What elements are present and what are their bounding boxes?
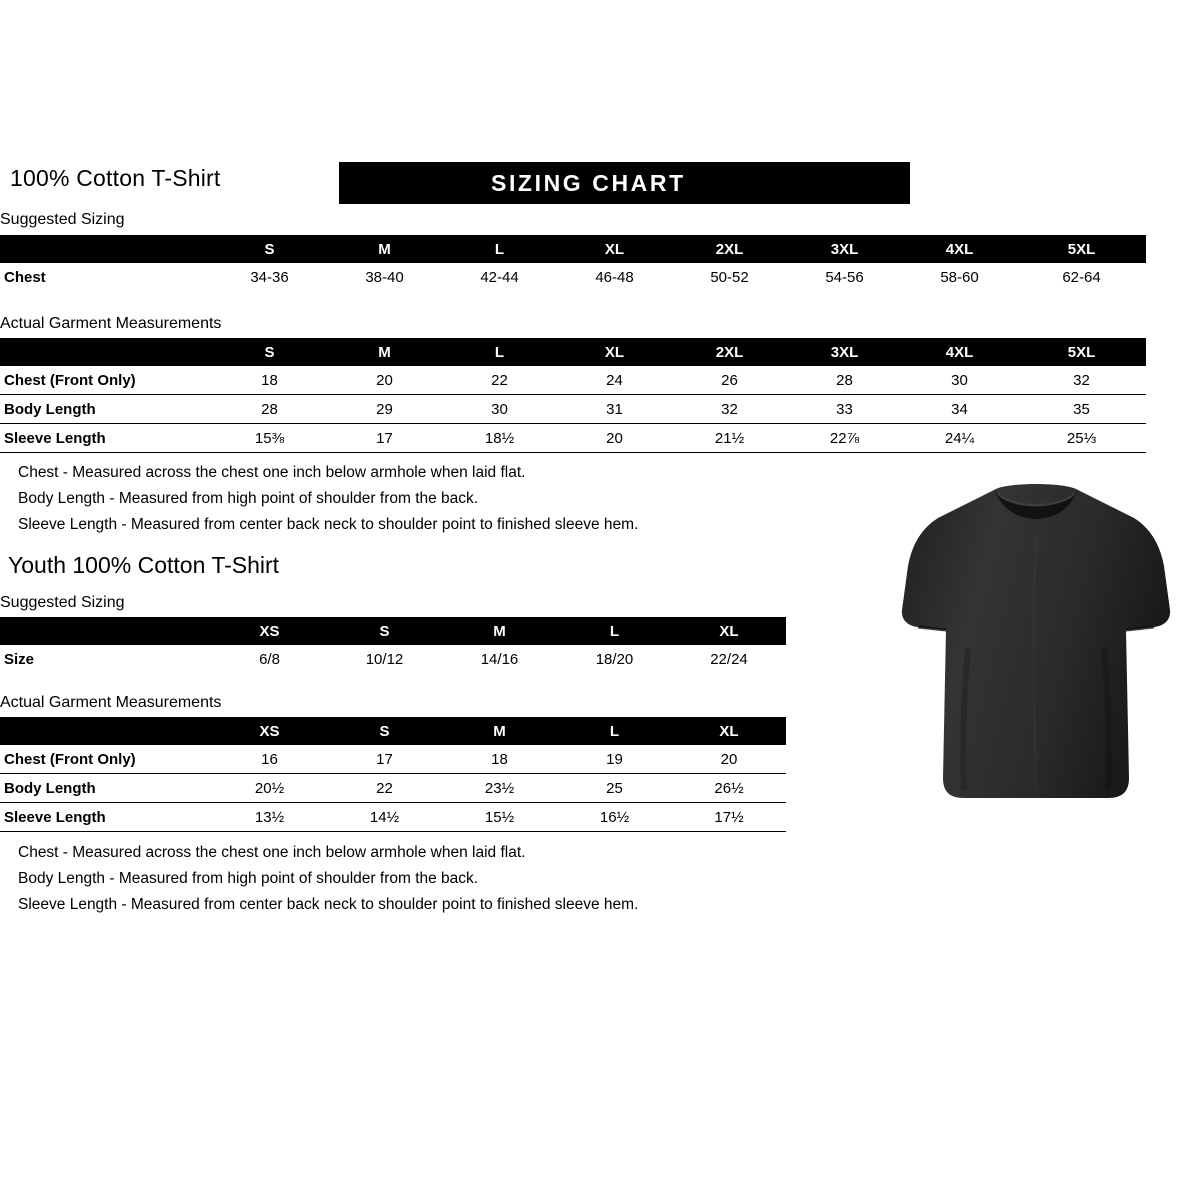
cell: 32 — [672, 395, 787, 424]
cell: 17½ — [672, 803, 786, 832]
table-row — [0, 263, 1146, 291]
cell: 35 — [1017, 395, 1146, 424]
cell: 34 — [902, 395, 1017, 424]
cell: 18 — [212, 366, 327, 395]
col-header: S — [212, 235, 327, 263]
table-row — [0, 803, 786, 832]
col-header — [0, 235, 212, 263]
col-header: S — [212, 338, 327, 366]
col-header: 4XL — [902, 338, 1017, 366]
cell: 58-60 — [940, 268, 979, 286]
table-header-row — [0, 717, 786, 745]
col-header: XS — [212, 717, 327, 745]
col-header: XL — [672, 617, 786, 645]
cell: 26½ — [672, 774, 786, 803]
col-header: 3XL — [787, 338, 902, 366]
cell: 13½ — [212, 803, 327, 832]
cell: 21½ — [672, 424, 787, 453]
cell: 17 — [327, 745, 442, 774]
col-header: L — [557, 717, 672, 745]
row-label: Chest (Front Only) — [0, 745, 212, 774]
col-header — [0, 717, 212, 745]
col-header: M — [442, 717, 557, 745]
col-header: XL — [557, 338, 672, 366]
cell: 30 — [442, 395, 557, 424]
cell: 62-64 — [1062, 268, 1101, 286]
cell: 17 — [327, 424, 442, 453]
cell: 25 — [557, 774, 672, 803]
adult-actual-label: Actual Garment Measurements — [0, 315, 222, 332]
cell: 22 — [442, 366, 557, 395]
cell: 29 — [327, 395, 442, 424]
cell: 33 — [787, 395, 902, 424]
col-header: XL — [672, 717, 786, 745]
col-header: 4XL — [902, 235, 1017, 263]
cell: 30 — [902, 366, 1017, 395]
col-header: XL — [557, 235, 672, 263]
row-label: Size — [4, 650, 35, 668]
table-row — [0, 774, 786, 803]
table-row — [0, 745, 786, 774]
col-header: L — [557, 617, 672, 645]
sizing-chart-banner-label: SIZING CHART — [491, 170, 686, 196]
table-row — [0, 424, 1146, 453]
cell: 28 — [787, 366, 902, 395]
adult-actual-table — [0, 338, 1146, 453]
cell: 14/16 — [480, 650, 519, 668]
cell: 23½ — [442, 774, 557, 803]
col-header: L — [442, 338, 557, 366]
col-header: 5XL — [1017, 338, 1146, 366]
cell: 38-40 — [365, 268, 404, 286]
cell: 18/20 — [595, 650, 634, 668]
col-header: L — [442, 235, 557, 263]
col-header: M — [327, 338, 442, 366]
cell: 22⅞ — [787, 424, 902, 453]
cell: 20 — [327, 366, 442, 395]
table-header-row — [0, 338, 1146, 366]
note-line: Chest - Measured across the chest one inch below armhole when laid flat. — [18, 844, 526, 861]
col-header: M — [442, 617, 557, 645]
youth-actual-table — [0, 717, 786, 832]
row-label: Chest (Front Only) — [0, 366, 212, 395]
cell: 6/8 — [259, 650, 280, 668]
table-row — [0, 395, 1146, 424]
col-header: 2XL — [672, 235, 787, 263]
col-header: 5XL — [1017, 235, 1146, 263]
cell: 18½ — [442, 424, 557, 453]
t-shirt-illustration — [898, 478, 1174, 808]
row-label: Chest — [4, 268, 46, 286]
table-row — [0, 366, 1146, 395]
table-header-row — [0, 235, 1146, 263]
youth-suggested-table — [0, 617, 786, 673]
col-header — [0, 617, 212, 645]
cell: 19 — [557, 745, 672, 774]
cell: 24¼ — [902, 424, 1017, 453]
cell: 42-44 — [480, 268, 519, 286]
cell: 14½ — [327, 803, 442, 832]
note-line: Sleeve Length - Measured from center back neck to shoulder point to finished sleeve hem. — [18, 516, 639, 533]
col-header: S — [327, 717, 442, 745]
row-label: Sleeve Length — [0, 803, 212, 832]
youth-suggested-label: Suggested Sizing — [0, 594, 125, 611]
col-header — [0, 338, 212, 366]
note-line: Chest - Measured across the chest one inch below armhole when laid flat. — [18, 464, 526, 481]
cell: 20 — [672, 745, 786, 774]
col-header: S — [327, 617, 442, 645]
row-label: Body Length — [0, 395, 212, 424]
col-header: M — [327, 235, 442, 263]
cell: 32 — [1017, 366, 1146, 395]
cell: 10/12 — [365, 650, 404, 668]
cell: 20½ — [212, 774, 327, 803]
table-header-row — [0, 617, 786, 645]
adult-suggested-table — [0, 235, 1146, 291]
note-line: Body Length - Measured from high point of shoulder from the back. — [18, 490, 479, 507]
adult-suggested-label: Suggested Sizing — [0, 211, 125, 228]
cell: 25⅓ — [1017, 424, 1146, 453]
col-header: XS — [212, 617, 327, 645]
sizing-chart-banner — [339, 162, 910, 204]
adult-section-title: 100% Cotton T-Shirt — [10, 165, 221, 191]
cell: 15½ — [442, 803, 557, 832]
cell: 46-48 — [595, 268, 634, 286]
cell: 22/24 — [710, 650, 748, 668]
youth-notes — [18, 840, 638, 918]
cell: 18 — [442, 745, 557, 774]
cell: 22 — [327, 774, 442, 803]
adult-notes — [18, 460, 638, 538]
youth-actual-label: Actual Garment Measurements — [0, 694, 222, 711]
cell: 50-52 — [710, 268, 749, 286]
col-header: 2XL — [672, 338, 787, 366]
col-header: 3XL — [787, 235, 902, 263]
youth-section-title: Youth 100% Cotton T-Shirt — [8, 552, 280, 578]
cell: 54-56 — [825, 268, 864, 286]
table-row — [0, 645, 786, 673]
row-label: Body Length — [0, 774, 212, 803]
cell: 16 — [212, 745, 327, 774]
cell: 20 — [557, 424, 672, 453]
cell: 34-36 — [250, 268, 289, 286]
header — [10, 162, 910, 204]
cell: 15⅜ — [212, 424, 327, 453]
cell: 28 — [212, 395, 327, 424]
note-line: Sleeve Length - Measured from center back neck to shoulder point to finished sleeve hem. — [18, 896, 639, 913]
cell: 24 — [557, 366, 672, 395]
cell: 26 — [672, 366, 787, 395]
note-line: Body Length - Measured from high point of shoulder from the back. — [18, 870, 479, 887]
cell: 31 — [557, 395, 672, 424]
cell: 16½ — [557, 803, 672, 832]
row-label: Sleeve Length — [0, 424, 212, 453]
